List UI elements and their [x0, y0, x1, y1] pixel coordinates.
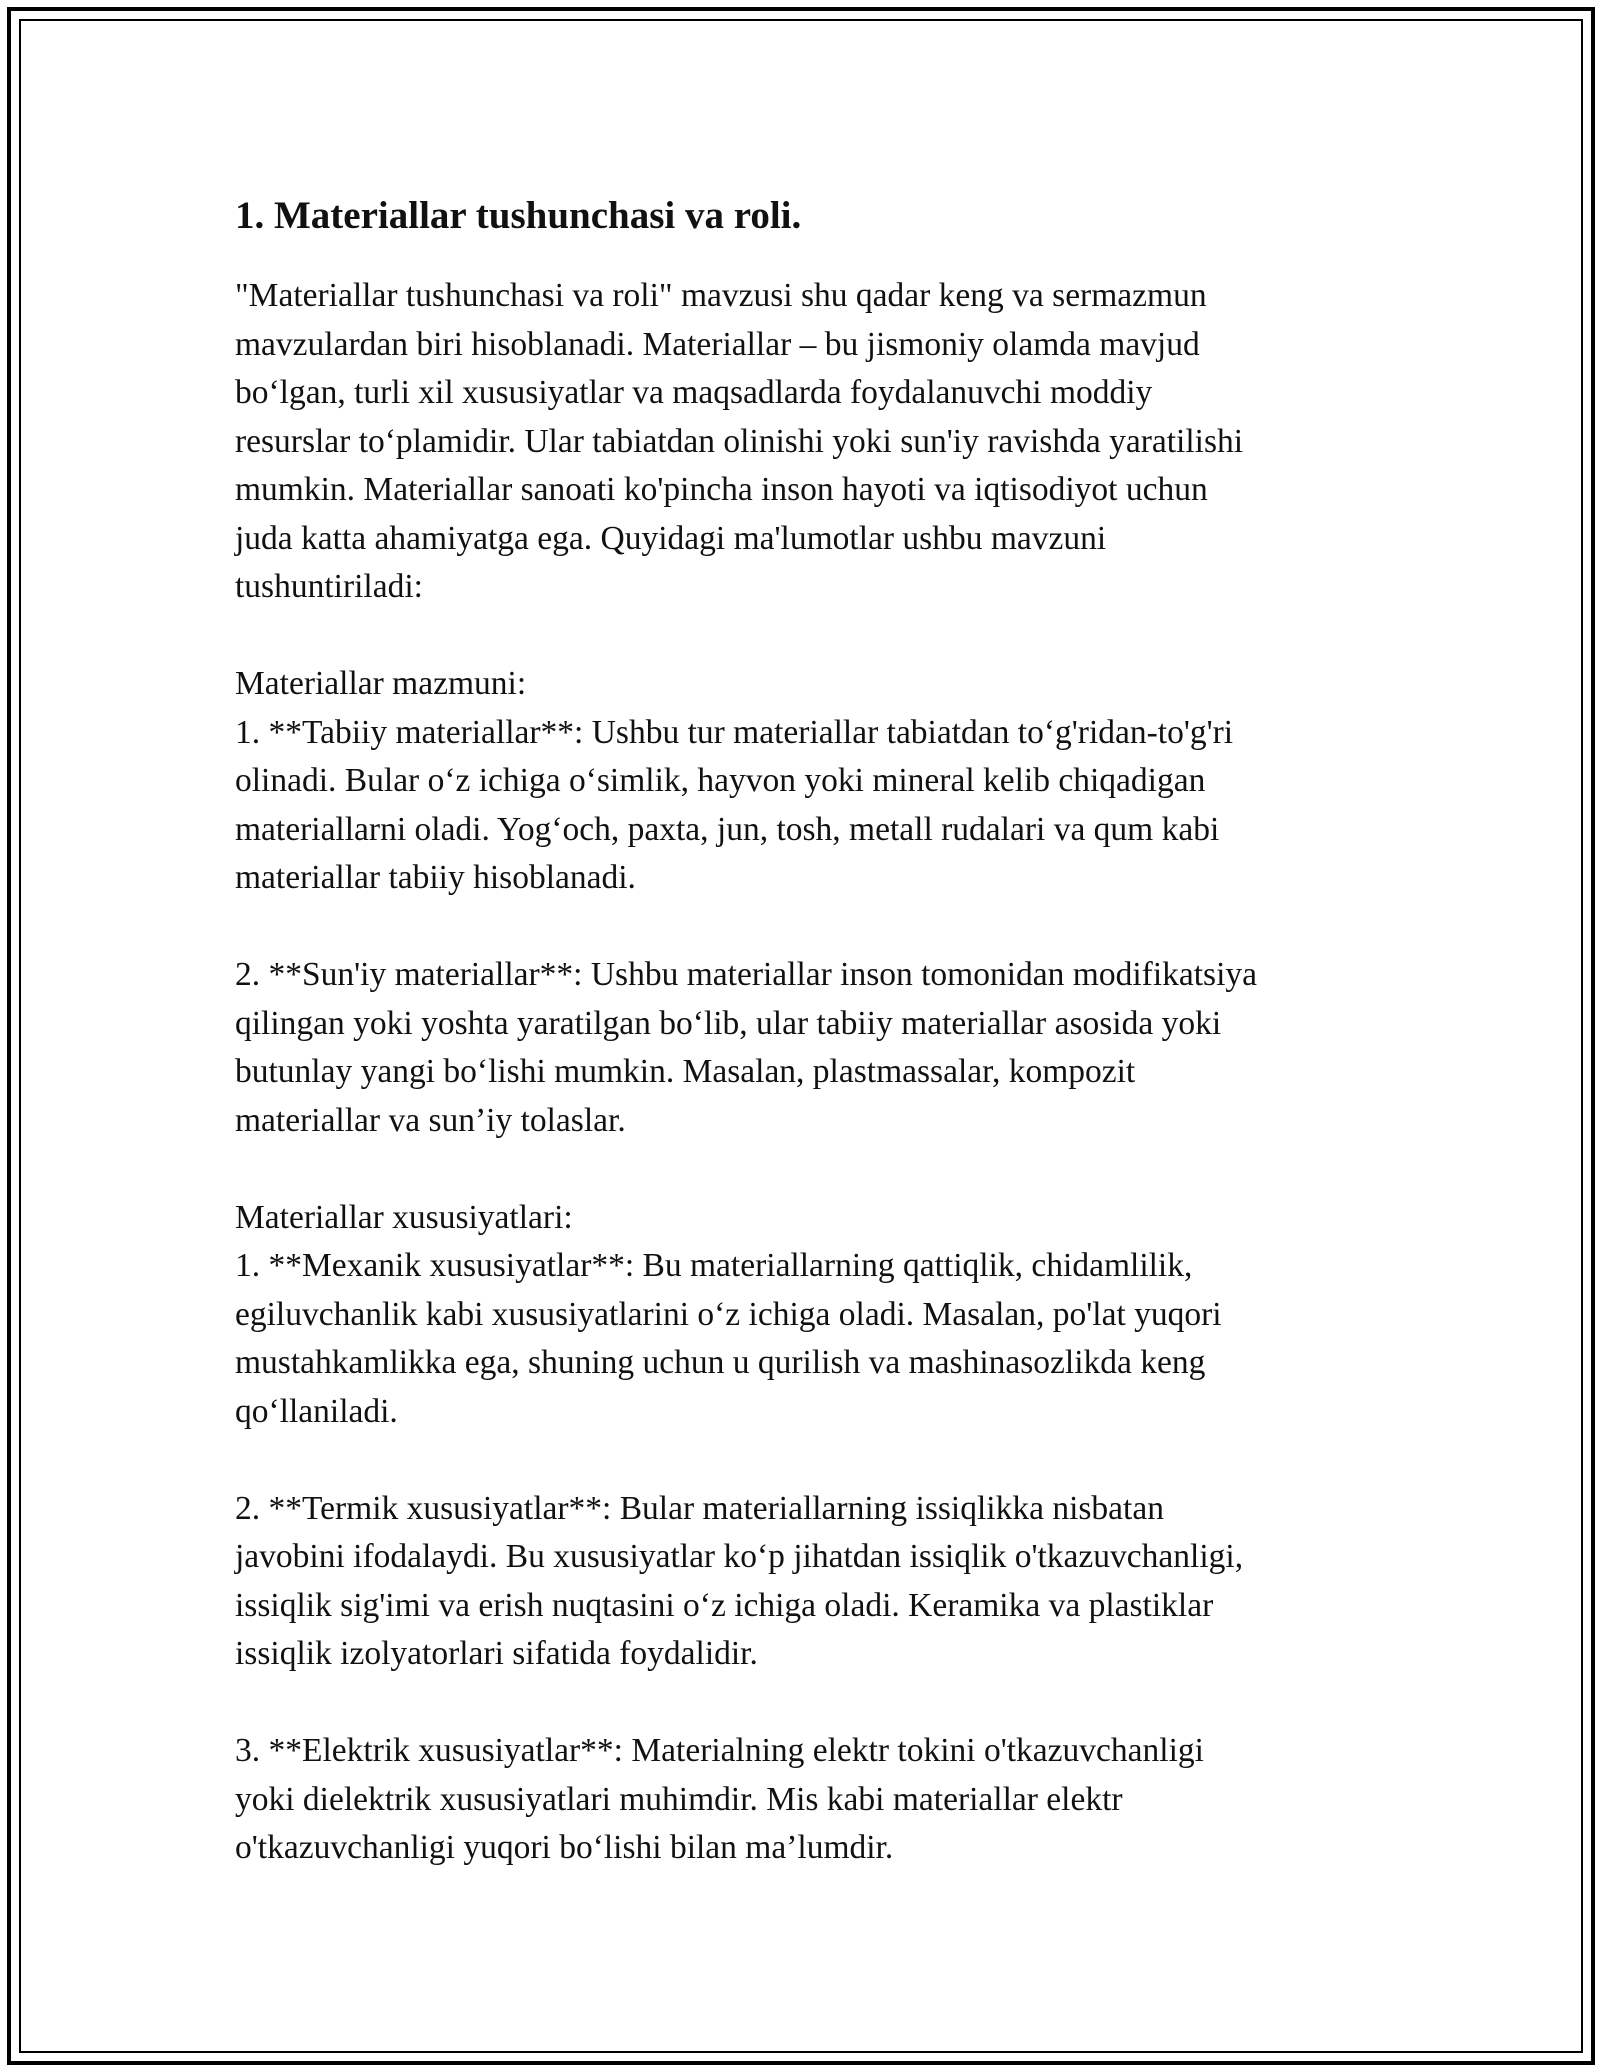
mechanical-properties-paragraph: Materiallar xususiyatlari: 1. **Mexanik xususiyatlar**: Bu materiallarning qattiqlik, chidamlilik, egiluvchanlik kabi xususiyatlarini o‘z ichiga oladi. Masalan, po'lat yuqori mustahkamlikka ega, shuning uchun u qurilish va mashinasozlikda keng qo‘llaniladi.: [235, 1198, 1222, 1430]
document-body: [235, 188, 1375, 1873]
section-title: 1. Materiallar tushunchasi va roli.: [235, 194, 802, 237]
artificial-materials-paragraph: 2. **Sun'iy materiallar**: Ushbu materiallar inson tomonidan modifikatsiya qilingan yoki yoshta yaratilgan bo‘lib, ular tabiiy materiallar asosida yoki butunlay yangi bo‘lishi mumkin. Masalan, plastmassalar, kompozit materiallar va sun’iy tolaslar.: [235, 956, 1258, 1139]
thermal-properties-paragraph: 2. **Termik xususiyatlar**: Bular materiallarning issiqlikka nisbatan javobini ifodalaydi. Bu xususiyatlar ko‘p jihatdan issiqlik o'tkazuvchanligi, issiqlik sig'imi va erish nuqtasini o‘z ichiga oladi. Keramika va plastiklar issiqlik izolyatorlari sifatida foydalidir.: [235, 1489, 1244, 1672]
paragraph-spacer: [235, 903, 1375, 952]
paragraph-spacer: [235, 1436, 1375, 1485]
electrical-properties-paragraph: 3. **Elektrik xususiyatlar**: Materialning elektr tokini o'tkazuvchanligi yoki dielektrik xususiyatlari muhimdir. Mis kabi materiallar elektr o'tkazuvchanligi yuqori bo‘lishi bilan ma’lumdir.: [235, 1732, 1204, 1866]
intro-paragraph: "Materiallar tushunchasi va roli" mavzusi shu qadar keng va sermazmun mavzulardan biri hisoblanadi. Materiallar – bu jismoniy olamda mavjud bo‘lgan, turli xil xususiyatlar va maqsadlarda foydalanuvchi moddiy resurslar to‘plamidir. Ular tabiatdan olinishi yoki sun'iy ravishda yaratilishi mumkin. Materiallar sanoati ko'pincha inson hayoti va iqtisodiyot uchun juda katta ahamiyatga ega. Quyidagi ma'lumotlar ushbu mavzuni tushuntiriladi:: [235, 277, 1244, 605]
paragraph-spacer: [235, 612, 1375, 661]
paragraph-spacer: [235, 1679, 1375, 1728]
natural-materials-paragraph: Materiallar mazmuni: 1. **Tabiiy materiallar**: Ushbu tur materiallar tabiatdan to‘g'ridan-to'g'ri olinadi. Bular o‘z ichiga o‘simlik, hayvon yoki mineral kelib chiqadigan materiallarni oladi. Yog‘och, paxta, jun, tosh, metall rudalari va qum kabi materiallar tabiiy hisoblanadi.: [235, 665, 1234, 896]
paragraph-spacer: [235, 1145, 1375, 1194]
